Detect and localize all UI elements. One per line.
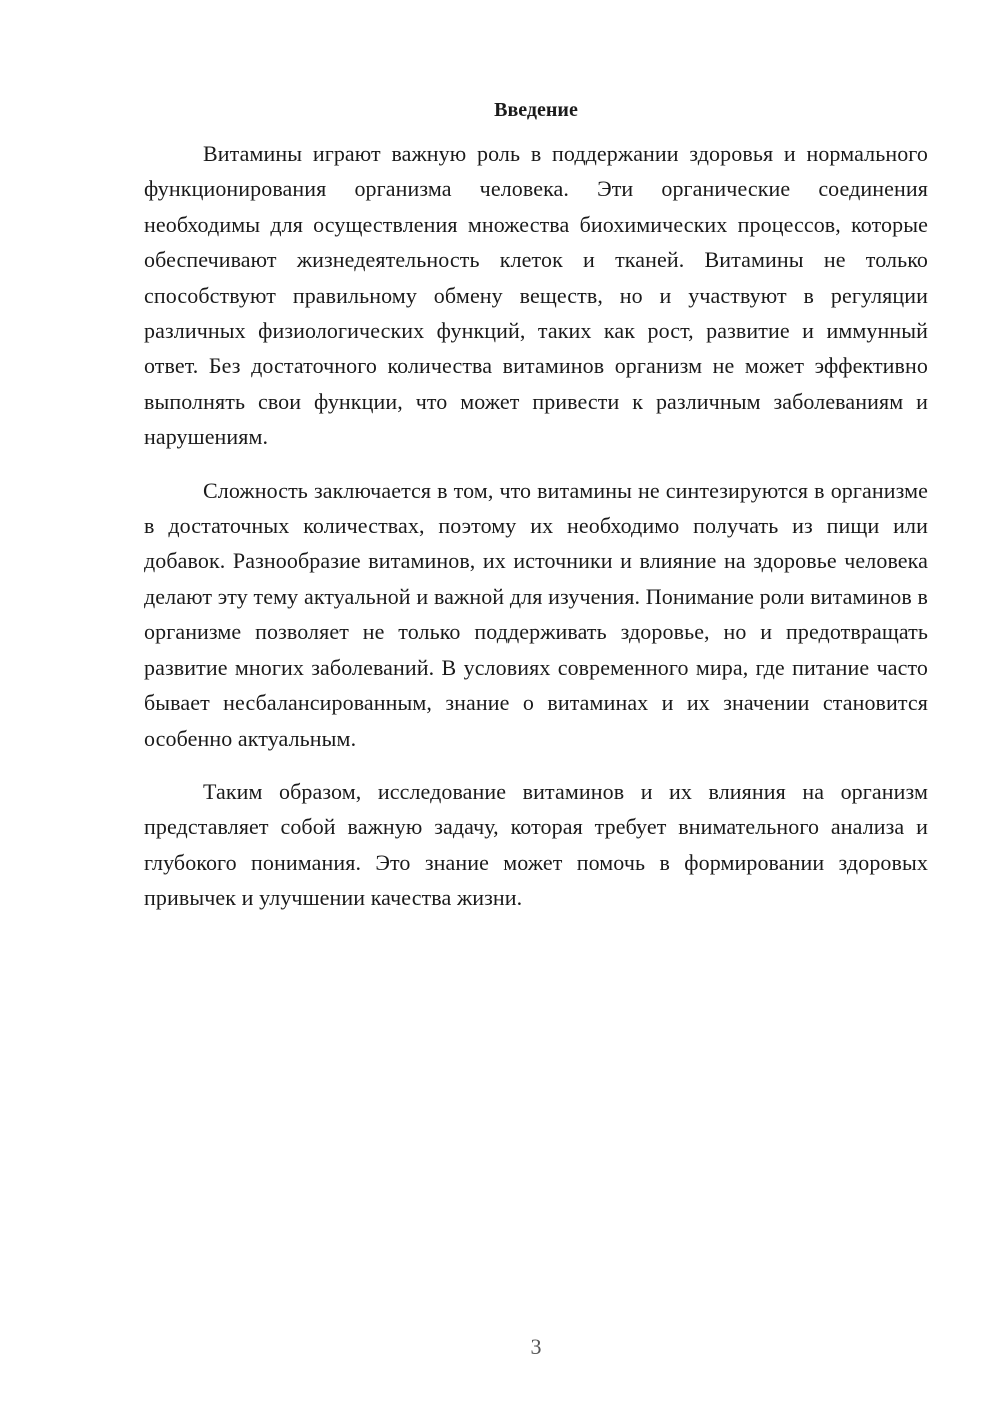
page-number: 3 <box>530 1334 542 1359</box>
page-content <box>144 92 928 934</box>
page-heading: Введение <box>494 99 578 121</box>
paragraph-1: Витамины играют важную роль в поддержании здоровья и нормального функционирования организма человека. Эти органические соединения необходимы для осуществления множества биохимических процессов, которые обеспечивают жизнедеятельность клеток и тканей. Витамины не только способствуют правильному обмену веществ, но и участвуют в регуляции различных физиологических функций, таких как рост, развитие и иммунный ответ. Без достаточного количества витаминов организм не может эффективно выполнять свои функции, что может привести к различным заболеваниям и нарушениям. <box>144 141 928 450</box>
paragraph-3: Таким образом, исследование витаминов и их влияния на организм представляет собой важную задачу, которая требует внимательного анализа и глубокого понимания. Это знание может помочь в формировании здоровых привычек и улучшении качества жизни. <box>144 778 928 911</box>
paragraph-2: Сложность заключается в том, что витамины не синтезируются в организме в достаточных количествах, поэтому их необходимо получать из пищи или добавок. Разнообразие витаминов, их источники и влияние на здоровье человека делают эту тему актуальной и важной для изучения. Понимание роли витаминов в организме позволяет не только поддерживать здоровье, но и предотвращать развитие многих заболеваний. В условиях современного мира, где питание часто бывает несбалансированным, знание о витаминах и их значении становится особенно актуальным. <box>144 477 928 751</box>
